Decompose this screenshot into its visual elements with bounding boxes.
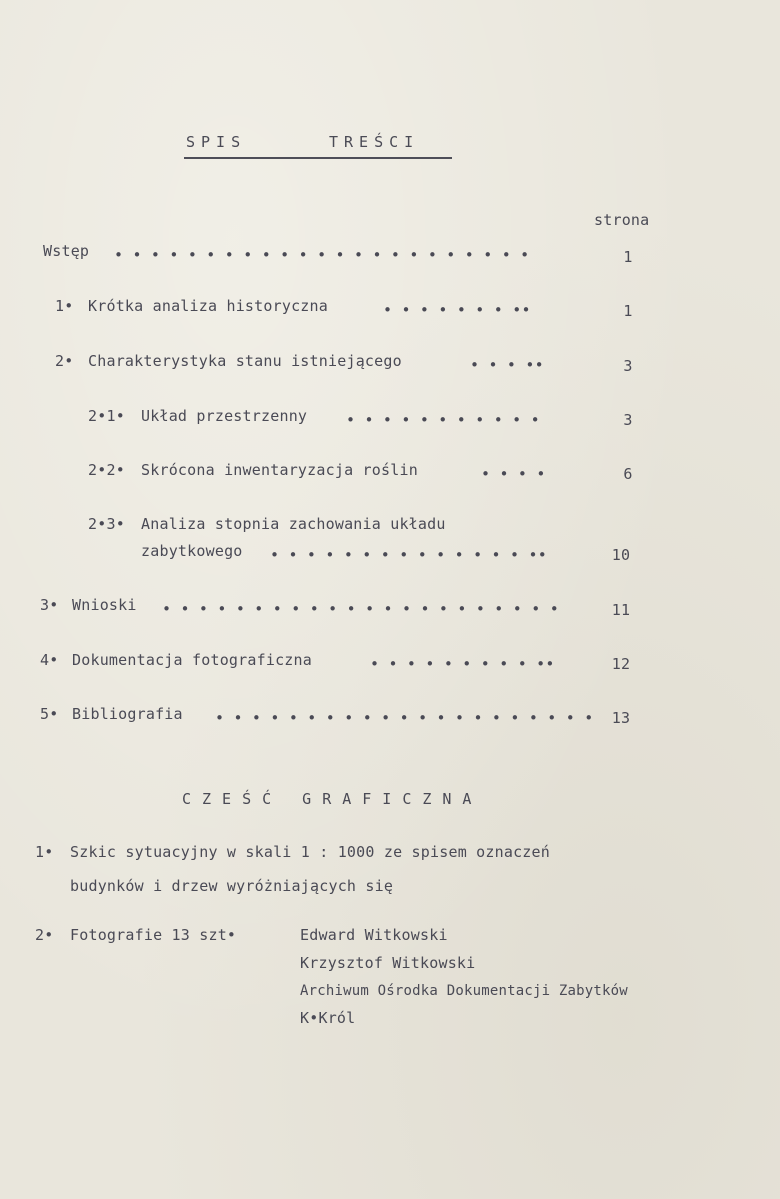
toc-label: Skrócona inwentaryzacja roślin [141, 461, 418, 479]
toc-number: 3• [40, 596, 59, 614]
toc-label: Krótka analiza historyczna [88, 297, 328, 315]
toc-leader-dots: • • • • • • • •• [383, 301, 531, 319]
toc-page-number: 13 [611, 709, 631, 727]
toc-number: 2•2• [88, 461, 125, 479]
toc-page-number: 11 [611, 601, 631, 619]
graphic-item-line-1: Szkic sytuacyjny w skali 1 : 1000 ze spisem oznaczeń [70, 843, 550, 861]
toc-leader-dots: • • • • • • • • • • • • • • • • • • • • • • • [114, 246, 530, 264]
toc-leader-dots: • • • •• [470, 356, 544, 374]
author-line: Krzysztof Witkowski [300, 954, 476, 972]
graphic-item-line-2: budynków i drzew wyróżniających się [70, 877, 394, 895]
toc-page-number: 1 [623, 248, 633, 266]
toc-number: 5• [40, 705, 59, 723]
toc-label: Dokumentacja fotograficzna [72, 651, 312, 669]
title-word-2: TREŚCI [329, 133, 420, 151]
toc-label: Układ przestrzenny [141, 407, 308, 425]
toc-page-number: 3 [623, 411, 633, 429]
toc-number: 2• [55, 352, 74, 370]
toc-number: 2•1• [88, 407, 125, 425]
page-column-header: strona [594, 211, 650, 229]
toc-number: 4• [40, 651, 59, 669]
toc-number: 2•3• [88, 515, 125, 533]
author-line: Edward Witkowski [300, 926, 448, 944]
toc-label: Wnioski [72, 596, 137, 614]
toc-page-number: 3 [623, 357, 633, 375]
title-underline [184, 157, 452, 159]
toc-label: Wstęp [43, 242, 90, 260]
toc-page-number: 1 [623, 302, 633, 320]
section-title-graphic: CZEŚĆ GRAFICZNA [182, 790, 483, 808]
toc-label: Charakterystyka stanu istniejącego [88, 352, 402, 370]
toc-label: Analiza stopnia zachowania układu [141, 515, 446, 533]
title-word-1: SPIS [186, 133, 247, 151]
toc-label-continued: zabytkowego [141, 542, 243, 560]
toc-leader-dots: • • • • • • • • • • • • • • •• [270, 546, 547, 564]
toc-label: Bibliografia [72, 705, 183, 723]
toc-page-number: 6 [623, 465, 633, 483]
toc-page-number: 10 [611, 546, 631, 564]
graphic-item-number: 2• [35, 926, 54, 944]
toc-leader-dots: • • • • • • • • • • • • • • • • • • • • • [215, 709, 594, 727]
graphic-item-label: Fotografie 13 szt• [70, 926, 237, 944]
toc-leader-dots: • • • • • • • • • • • • • • • • • • • • • • [162, 600, 559, 618]
author-line: Archiwum Ośrodka Dokumentacji Zabytków [300, 983, 628, 999]
toc-leader-dots: • • • • [481, 465, 546, 483]
author-line: K•Król [300, 1009, 356, 1027]
toc-number: 1• [55, 297, 74, 315]
graphic-item-number: 1• [35, 843, 54, 861]
toc-leader-dots: • • • • • • • • • • • [346, 411, 540, 429]
toc-leader-dots: • • • • • • • • • •• [370, 655, 555, 673]
toc-page-number: 12 [611, 655, 631, 673]
